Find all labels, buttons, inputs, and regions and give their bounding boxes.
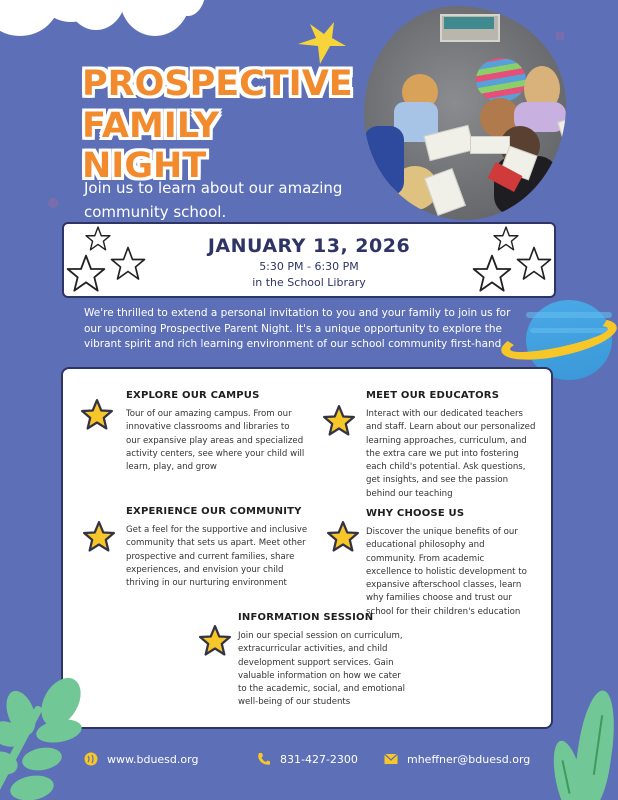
event-time: 5:30 PM - 6:30 PM <box>259 260 359 273</box>
section-experience-community <box>126 506 308 590</box>
star-icon <box>82 520 116 554</box>
section-title: WHY CHOOSE US <box>366 508 465 519</box>
event-details-box <box>62 222 556 298</box>
subtitle: Join us to learn about our amazing community school. <box>84 179 343 221</box>
globe-icon <box>84 752 98 766</box>
outline-star-icon <box>516 246 552 282</box>
intro-paragraph: We're thrilled to extend a personal invitation to you and your family to join us for our upcoming Prospective Parent Night. It's a unique opportunity to explore the vibrant spirit and rich learning environment of our school community first-hand <box>84 307 511 350</box>
kids-reading-photo <box>364 6 566 220</box>
email-text: mheffner@bduesd.org <box>407 752 531 766</box>
phone-text: 831-427-2300 <box>280 752 358 766</box>
yellow-star-icon <box>296 20 348 66</box>
star-icon <box>322 404 356 438</box>
section-meet-educators <box>366 390 538 501</box>
website-text: www.bduesd.org <box>107 752 199 766</box>
sparkle-decoration <box>48 198 58 208</box>
section-title: MEET OUR EDUCATORS <box>366 390 500 401</box>
section-body: Tour of our amazing campus. From our innovative classrooms and libraries to our expansive play areas and specialized activity centers, see where your child will learn, play, and grow <box>126 409 305 473</box>
outline-star-icon <box>84 226 112 252</box>
outline-star-icon <box>66 254 106 294</box>
page-title-line1: PROSPECTIVE <box>82 64 353 104</box>
section-information-session <box>238 612 410 710</box>
section-title: EXPERIENCE OUR COMMUNITY <box>126 506 302 517</box>
outline-star-icon <box>472 254 512 294</box>
section-body: Get a feel for the supportive and inclusive community that sets us apart. Meet other prospective and current families, share experiences, and envision your child thriving in our nurturing environment <box>126 525 308 589</box>
phone-link[interactable] <box>257 752 358 766</box>
email-link[interactable] <box>384 752 530 766</box>
section-title: EXPLORE OUR CAMPUS <box>126 390 260 401</box>
section-body: Discover the unique benefits of our educational philosophy and community. From academic excellence to holistic development to expansive afterschool classes, learn why families choose and trust our school for their children's education <box>366 527 527 617</box>
website-link[interactable] <box>84 752 198 766</box>
sparkle-decoration <box>556 32 564 40</box>
star-icon <box>198 624 232 658</box>
section-title: INFORMATION SESSION <box>238 612 374 623</box>
section-explore-campus <box>126 390 306 474</box>
mail-icon <box>384 752 398 766</box>
event-location: in the School Library <box>252 276 366 289</box>
section-body: Interact with our dedicated teachers and staff. Learn about our personalized learning approaches, curriculum, and the extra care we put into fostering each child's potential. Ask questions, get insights, and see the passion behind our teaching <box>366 409 536 499</box>
section-body: Join our special session on curriculum, extracurricular activities, and child development support services. Gain valuable information on how we cater to the academic, social, and emotional well-being of our students <box>238 631 406 708</box>
event-date: JANUARY 13, 2026 <box>207 235 411 257</box>
page-title-line2: FAMILY NIGHT <box>82 106 220 186</box>
star-icon <box>326 520 360 554</box>
star-icon <box>80 398 114 432</box>
section-why-choose-us <box>366 508 532 619</box>
outline-star-icon <box>110 246 146 282</box>
phone-icon <box>257 752 271 766</box>
